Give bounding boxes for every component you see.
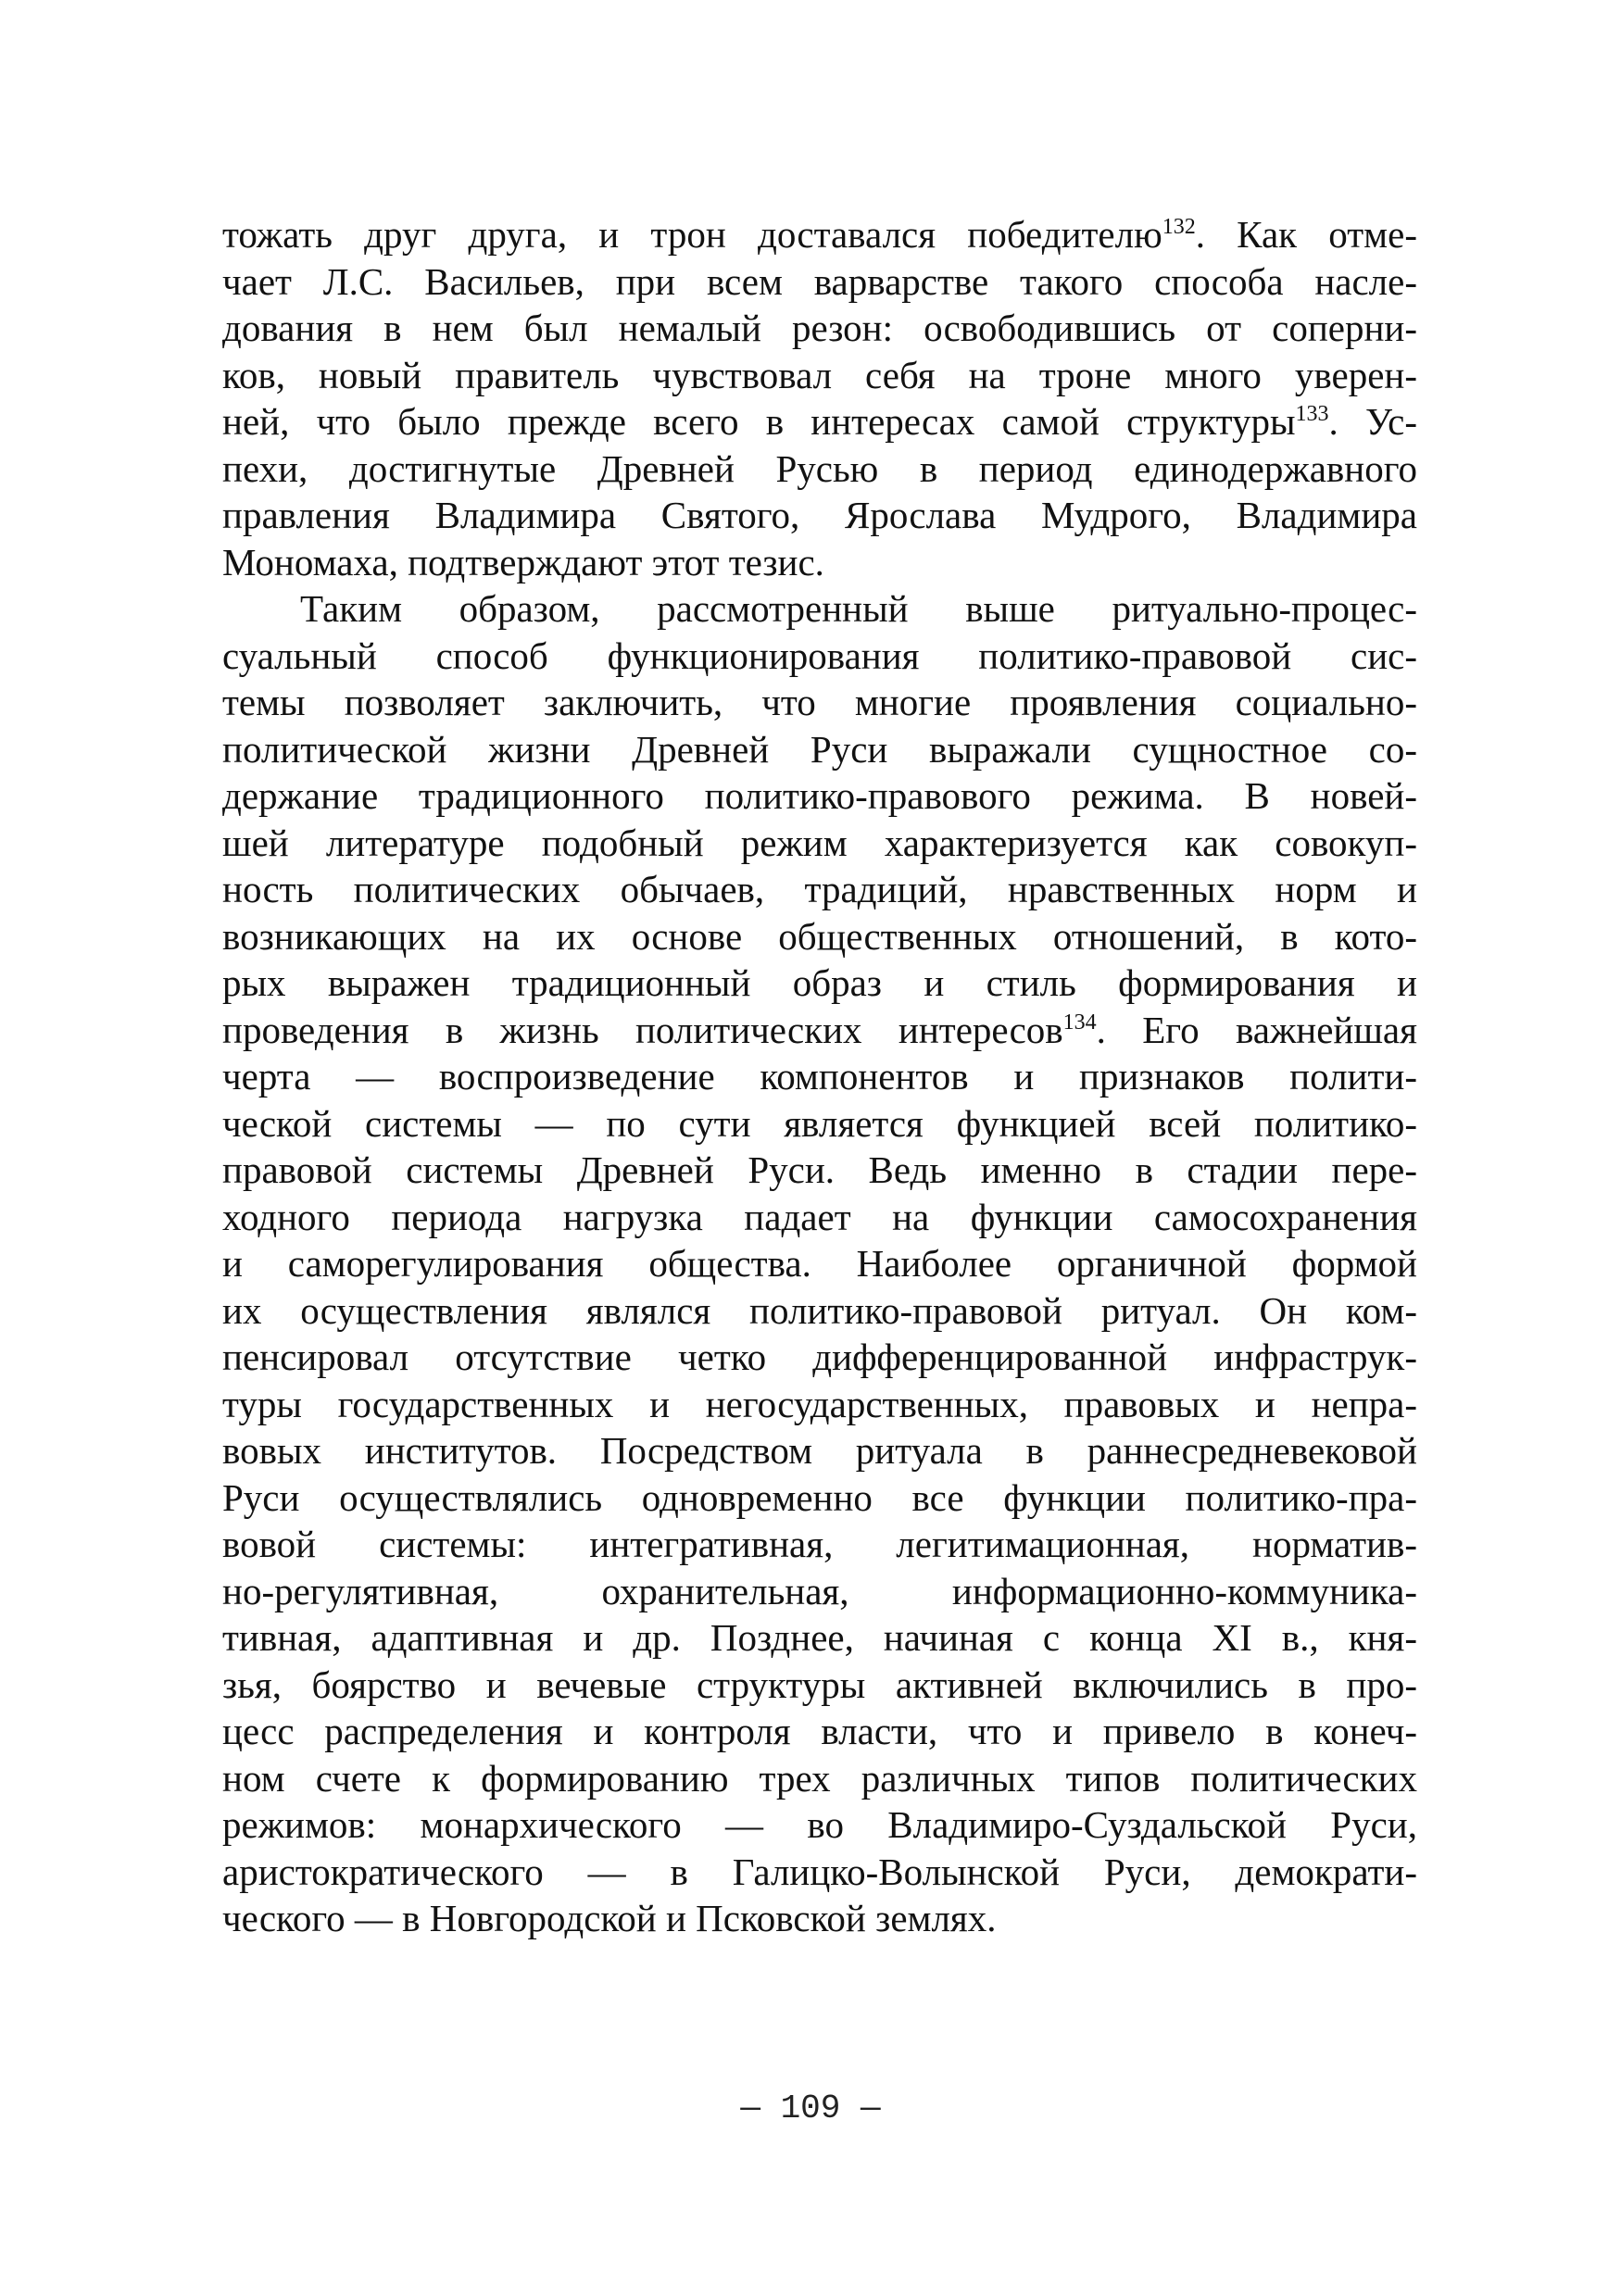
text-line xyxy=(222,772,1417,820)
text-line xyxy=(222,352,1417,399)
text-line xyxy=(222,1100,1417,1148)
text-line xyxy=(222,1474,1417,1522)
text-line xyxy=(222,305,1417,352)
line-text: туры государственных и негосударственных, правовых и непра- xyxy=(222,1382,1417,1425)
line-text: ходного периода нагрузка падает на функции самосохранения xyxy=(222,1195,1417,1238)
text-line xyxy=(222,1287,1417,1335)
text-line xyxy=(222,1849,1417,1896)
footnote-ref: 133 xyxy=(1295,402,1329,426)
line-text: ном счете к формированию трех различных типов политических xyxy=(222,1756,1417,1800)
text-line xyxy=(222,1381,1417,1428)
line-text: . Ус- xyxy=(1328,400,1417,443)
text-line xyxy=(222,913,1417,960)
text-line xyxy=(222,679,1417,726)
line-text: вовой системы: интегративная, легитимационная, норматив- xyxy=(222,1523,1417,1565)
text-line xyxy=(222,1614,1417,1662)
line-text: ность политических обычаев, традиций, нравственных норм и xyxy=(222,868,1417,910)
line-text: Мономаха, подтверждают этот тезис. xyxy=(222,540,824,583)
page-number: — 109 — xyxy=(740,2089,881,2127)
text-line xyxy=(222,258,1417,306)
line-text: Таким образом, рассмотренный выше ритуально-процес- xyxy=(300,587,1417,630)
text-line xyxy=(222,633,1417,680)
line-text: . Его важнейшая xyxy=(1096,1008,1417,1051)
text-line xyxy=(222,211,1417,258)
line-text: . Как отме- xyxy=(1195,213,1417,256)
footnote-ref: 132 xyxy=(1162,215,1196,239)
line-text: ческого — в Новгородской и Псковской землях. xyxy=(222,1897,997,1939)
line-text: рых выражен традиционный образ и стиль формирования и xyxy=(222,961,1417,1004)
line-text: ней, что было прежде всего в интересах самой структуры xyxy=(222,400,1296,443)
text-line xyxy=(222,398,1417,445)
line-text: пенсировал отсутствие четко дифференцированной инфраструк- xyxy=(222,1336,1417,1378)
line-text: держание традиционного политико-правового режима. В новей- xyxy=(222,774,1417,817)
text-line xyxy=(222,1895,1417,1942)
text-line xyxy=(222,1147,1417,1194)
line-text: шей литературе подобный режим характеризуется как совокуп- xyxy=(222,821,1417,864)
line-text: цесс распределения и контроля власти, что и привело в конеч- xyxy=(222,1710,1417,1752)
line-text: тожать друг друга, и трон доставался победителю xyxy=(222,213,1162,256)
body-text xyxy=(222,211,1417,1942)
text-line xyxy=(222,1194,1417,1241)
line-text: Руси осуществлялись одновременно все функции политико-пра- xyxy=(222,1475,1417,1519)
line-text: ческой системы — по сути является функцией всей политико- xyxy=(222,1101,1417,1145)
line-text: их осуществления являлся политико-правовой ритуал. Он ком- xyxy=(222,1288,1417,1332)
line-text: и саморегулирования общества. Наиболее органичной формой xyxy=(222,1242,1417,1285)
line-text: дования в нем был немалый резон: освободившись от соперни- xyxy=(222,307,1417,349)
text-line xyxy=(222,960,1417,1007)
text-line xyxy=(222,1053,1417,1100)
text-line xyxy=(222,1801,1417,1849)
text-line xyxy=(222,866,1417,913)
text-line xyxy=(222,1240,1417,1287)
line-text: правления Владимира Святого, Ярослава Мудрого, Владимира xyxy=(222,494,1417,536)
line-text: темы позволяет заключить, что многие проявления социально- xyxy=(222,681,1417,723)
text-line xyxy=(222,820,1417,867)
text-line xyxy=(222,1662,1417,1709)
text-line xyxy=(222,726,1417,773)
text-line xyxy=(222,1521,1417,1568)
line-text: пехи, достигнутые Древней Русью в период единодержавного xyxy=(222,446,1417,490)
text-line xyxy=(222,1334,1417,1381)
line-text: правовой системы Древней Руси. Ведь именно в стадии пере- xyxy=(222,1148,1417,1191)
text-line xyxy=(222,492,1417,539)
text-line xyxy=(222,539,1417,586)
text-line xyxy=(222,1427,1417,1474)
line-text: черта — воспроизведение компонентов и признаков полити- xyxy=(222,1055,1417,1098)
line-text: вовых институтов. Посредством ритуала в раннесредневековой xyxy=(222,1429,1417,1472)
line-text: ков, новый правитель чувствовал себя на троне много уверен- xyxy=(222,353,1417,396)
line-text: политической жизни Древней Руси выражали сущностное со- xyxy=(222,727,1417,771)
line-text: но-регулятивная, охранительная, информационно-коммуника- xyxy=(222,1569,1417,1612)
line-text: суальный способ функционирования политико-правовой сис- xyxy=(222,634,1417,677)
text-line xyxy=(222,1708,1417,1755)
line-text: режимов: монархического — во Владимиро-Суздальской Руси, xyxy=(222,1803,1417,1846)
text-line xyxy=(222,1568,1417,1615)
text-line xyxy=(222,445,1417,493)
line-text: аристократического — в Галицко-Волынской Руси, демократи- xyxy=(222,1850,1417,1893)
line-text: зья, боярство и вечевые структуры активней включились в про- xyxy=(222,1662,1417,1706)
line-text: возникающих на их основе общественных отношений, в кото- xyxy=(222,914,1417,958)
text-line xyxy=(222,1007,1417,1054)
line-text: проведения в жизнь политических интересов xyxy=(222,1008,1063,1051)
line-text: тивная, адаптивная и др. Позднее, начиная с конца XI в., кня- xyxy=(222,1616,1417,1659)
text-line xyxy=(222,1755,1417,1802)
footnote-ref: 134 xyxy=(1062,1010,1097,1035)
line-text: чает Л.С. Васильев, при всем варварстве такого способа насле- xyxy=(222,259,1417,303)
text-line xyxy=(222,585,1417,633)
